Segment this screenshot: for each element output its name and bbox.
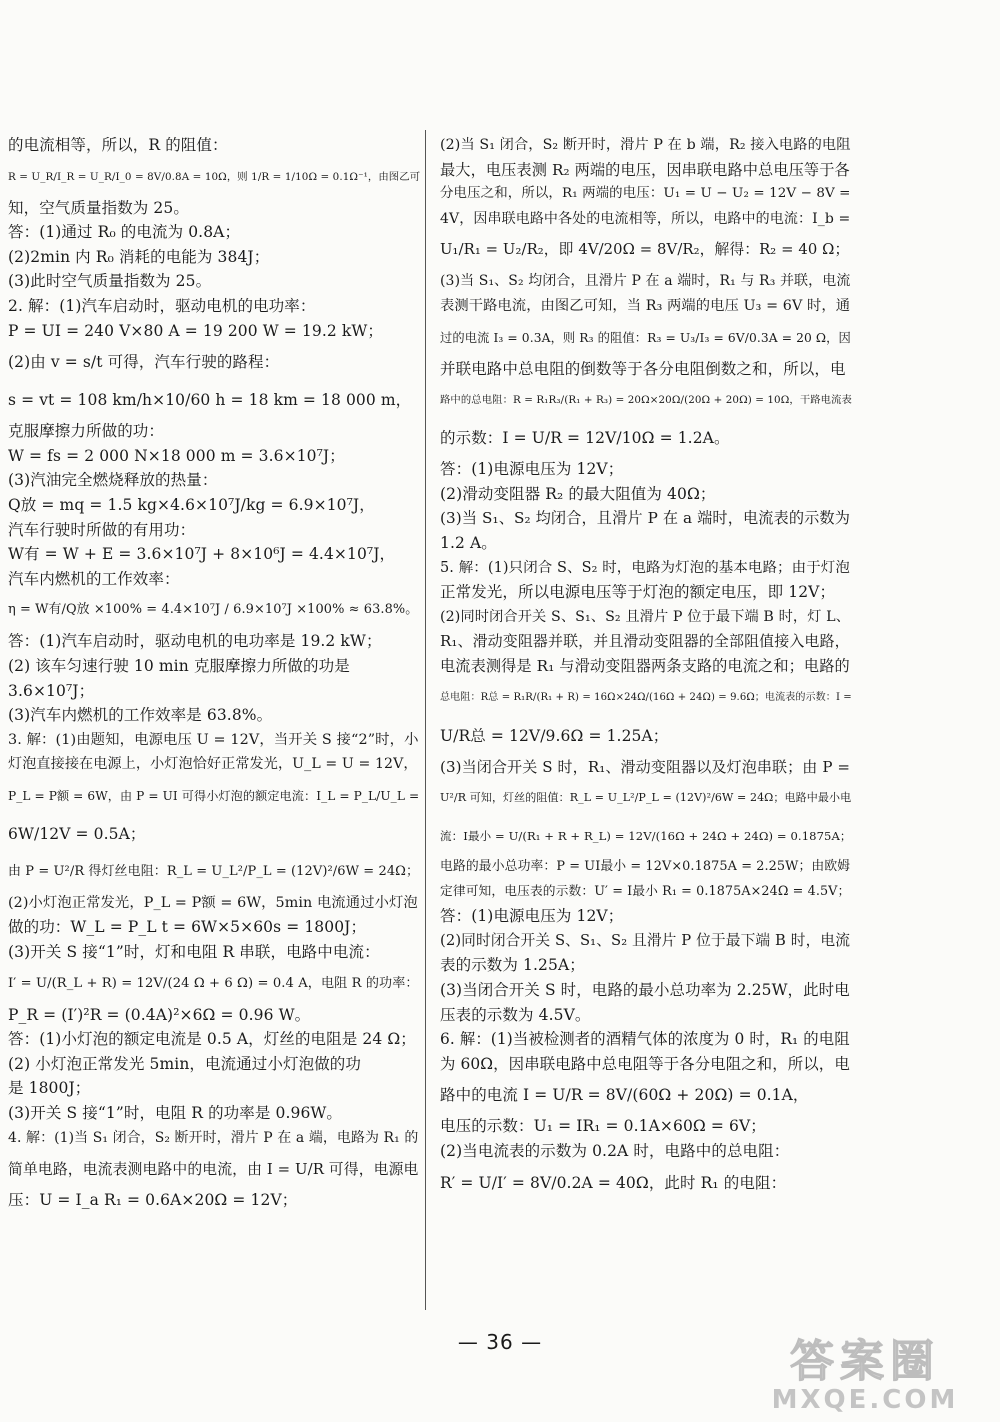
text-line: 流：I最小 = U/(R₁ + R + R_L) = 12V/(16Ω + 24Ω + 24Ω) = 0.1875A； — [440, 829, 852, 844]
text-line: U²/R 可知，灯丝的阻值：R_L = U_L²/P_L = (12V)²/6W = 24Ω；电路中最小电 — [440, 791, 852, 805]
text-line: R₁、滑动变阻器并联，并且滑动变阻器的全部阻值接入电路， — [440, 632, 850, 651]
text-line: 为 60Ω，因串联电路中总电阻等于各分电阻之和，所以，电 — [440, 1054, 850, 1073]
text-line: (2)同时闭合开关 S、S₁、S₂ 且滑片 P 位于最下端 B 时，灯 L、 — [440, 608, 851, 625]
text-line: 汽车行驶时所做的有用功： — [8, 520, 196, 539]
text-line: 电压的示数：U₁ = IR₁ = 0.1A×60Ω = 6V； — [440, 1117, 766, 1136]
text-line: 克服摩擦力所做的功： — [8, 422, 165, 441]
text-line: 分电压之和，所以，R₁ 两端的电压：U₁ = U − U₂ = 12V − 8V = — [440, 186, 851, 202]
text-line: (3)当 S₁、S₂ 均闭合，且滑片 P 在 a 端时，电流表的示数为 — [440, 509, 850, 528]
text-line: 正常发光，所以电源电压等于灯泡的额定电压，即 12V； — [440, 583, 836, 602]
page-number: — 36 — — [457, 1330, 543, 1354]
text-line: 答：(1)汽车启动时，驱动电机的电功率是 19.2 kW； — [8, 632, 382, 651]
text-line: 2. 解：(1)汽车启动时，驱动电机的电功率： — [8, 296, 316, 315]
text-line: (2) 小灯泡正常发光 5min，电流通过小灯泡做的功 — [8, 1054, 362, 1073]
text-line: (2)同时闭合开关 S、S₁、S₂ 且滑片 P 位于最下端 B 时，电流 — [440, 931, 851, 949]
text-line: (2)小灯泡正常发光，P_L = P额 = 6W，5min 电流通过小灯泡 — [8, 894, 418, 911]
column-divider — [425, 130, 426, 1310]
text-line: 4V，因串联电路中各处的电流相等，所以，电路中的电流：I_b = — [440, 210, 851, 227]
text-line: 答：(1)小灯泡的额定电流是 0.5 A，灯丝的电阻是 24 Ω； — [8, 1030, 416, 1049]
text-line: 灯泡直接接在电源上，小灯泡恰好正常发光，U_L = U = 12V， — [8, 756, 418, 773]
text-line: U/R总 = 12V/9.6Ω = 1.25A； — [440, 726, 669, 745]
text-line: U₁/R₁ = U₂/R₂，即 4V/20Ω = 8V/R₂，解得：R₂ = 40 Ω； — [440, 241, 850, 259]
text-line: 知，空气质量指数为 25。 — [8, 198, 189, 217]
watermark-url: MXQE.COM — [771, 1385, 959, 1415]
text-line: 由 P = U²/R 得灯丝电阻：R_L = U_L²/P_L = (12V)²/6W = 24Ω； — [8, 863, 420, 879]
text-line: (3)汽油完全燃烧释放的热量： — [8, 471, 218, 490]
right-column — [440, 133, 850, 1202]
text-line: 5. 解：(1)只闭合 S、S₂ 时，电路为灯泡的基本电路；由于灯泡 — [440, 559, 850, 576]
text-line: I′ = U/(R_L + R) = 12V/(24 Ω + 6 Ω) = 0.4 A，电阻 R 的功率： — [8, 975, 419, 991]
text-line: W = fs = 2 000 N×18 000 m = 3.6×10⁷J； — [8, 446, 345, 465]
text-line: 过的电流 I₃ = 0.3A，则 R₃ 的阻值：R₃ = U₃/I₃ = 6V/0.3A = 20 Ω，因 — [440, 330, 851, 345]
text-line: s = vt = 108 km/h×10/60 h = 18 km = 18 000 m， — [8, 391, 412, 410]
text-line: 答：(1)通过 R₀ 的电流为 0.8A； — [8, 223, 241, 242]
text-line: (2)滑动变阻器 R₂ 的最大阻值为 40Ω； — [440, 484, 716, 503]
watermark-logo — [750, 1338, 980, 1416]
text-line: (2)由 v = s/t 可得，汽车行驶的路程： — [8, 353, 280, 372]
text-line: 的电流相等，所以，R 的阻值： — [8, 136, 228, 154]
text-line: (3)当闭合开关 S 时，R₁、滑动变阻器以及灯泡串联；由 P = — [440, 757, 851, 776]
text-line: 总电阻：R总 = R₁R/(R₁ + R) = 16Ω×24Ω/(16Ω + 24Ω) = 9.6Ω；电流表的示数：I = — [440, 691, 852, 703]
text-line: (2) 该车匀速行驶 10 min 克服摩擦力所做的功是 — [8, 656, 350, 675]
text-line: 3.6×10⁷J； — [8, 681, 95, 700]
text-line: 定律可知，电压表的示数：U′ = I最小 R₁ = 0.1875A×24Ω = 4.5V； — [440, 883, 851, 899]
text-line: 压表的示数为 4.5V。 — [440, 1005, 591, 1024]
text-line: 电路的最小总功率：P = UI最小 = 12V×0.1875A = 2.25W；由欧姆 — [440, 859, 851, 875]
text-line: W有 = W + E = 3.6×10⁷J + 8×10⁶J = 4.4×10⁷J， — [8, 545, 396, 564]
watermark-seal: 答案圈 — [790, 1336, 940, 1387]
text-line: η = W有/Q放 ×100% = 4.4×10⁷J / 6.9×10⁷J ×100% ≈ 63.8%。 — [8, 602, 419, 618]
text-line: 路中的电流 I = U/R = 8V/(60Ω + 20Ω) = 0.1A， — [440, 1086, 809, 1105]
text-line: (3)当 S₁、S₂ 均闭合，且滑片 P 在 a 端时，R₁ 与 R₃ 并联，电流 — [440, 273, 851, 290]
text-line: 做的功：W_L = P_L t = 6W×5×60s = 1800J； — [8, 918, 367, 937]
text-line: 6. 解：(1)当被检测者的酒精气体的浓度为 0 时，R₁ 的电阻 — [440, 1030, 850, 1049]
text-line: 1.2 A。 — [440, 533, 497, 552]
text-line: 答：(1)电源电压为 12V； — [440, 460, 624, 479]
text-line: (3)开关 S 接“1”时，灯和电阻 R 串联，电路中电流： — [8, 943, 380, 962]
text-line: 表测干路电流，由图乙可知，当 R₃ 两端的电压 U₃ = 6V 时，通 — [440, 297, 851, 314]
text-line: (2)2min 内 R₀ 消耗的电能为 384J； — [8, 247, 270, 266]
text-line: 是 1800J； — [8, 1079, 91, 1098]
text-line: Q放 = mq = 1.5 kg×4.6×10⁷J/kg = 6.9×10⁷J， — [8, 495, 375, 514]
text-line: 3. 解：(1)由题知，电源电压 U = 12V，当开关 S 接“2”时，小 — [8, 731, 419, 748]
text-line: 简单电路，电流表测电路中的电流，由 I = U/R 可得，电源电 — [8, 1160, 419, 1179]
text-line: (3)此时空气质量指数为 25。 — [8, 272, 212, 291]
text-line: 4. 解：(1)当 S₁ 闭合，S₂ 断开时，滑片 P 在 a 端，电路为 R₁ 的 — [8, 1129, 419, 1146]
text-line: (3)开关 S 接“1”时，电阻 R 的功率是 0.96W。 — [8, 1104, 343, 1123]
text-line: P_L = P额 = 6W，由 P = UI 可得小灯泡的额定电流：I_L = P_L/U_L = — [8, 788, 420, 803]
left-column — [8, 133, 421, 1213]
text-line: 路中的总电阻：R = R₁R₃/(R₁ + R₃) = 20Ω×20Ω/(20Ω + 20Ω) = 10Ω，干路电流表 — [440, 394, 852, 407]
text-line: 6W/12V = 0.5A； — [8, 824, 146, 843]
text-line: 电流表测得是 R₁ 与滑动变阻器两条支路的电流之和；电路的 — [440, 656, 850, 675]
text-line: (2)当 S₁ 闭合，S₂ 断开时，滑片 P 在 b 端，R₂ 接入电路的电阻 — [440, 137, 851, 153]
text-line: 汽车内燃机的工作效率： — [8, 569, 180, 588]
text-line: (3)汽车内燃机的工作效率是 63.8%。 — [8, 706, 273, 725]
text-line: 表的示数为 1.25A； — [440, 956, 585, 975]
text-line: P_R = (I′)²R = (0.4A)²×6Ω = 0.96 W。 — [8, 1005, 311, 1024]
text-line: 最大，电压表测 R₂ 两端的电压，因串联电路中总电压等于各 — [440, 160, 850, 179]
text-line: R = U_R/I_R = U_R/I_0 = 8V/0.8A = 10Ω，则 1/R = 1/10Ω = 0.1Ω⁻¹，由图乙可 — [8, 170, 421, 183]
text-line: 的示数：I = U/R = 12V/10Ω = 1.2A。 — [440, 429, 730, 448]
text-line: 压：U = I_a R₁ = 0.6A×20Ω = 12V； — [8, 1191, 298, 1210]
text-line: 并联电路中总电阻的倒数等于各分电阻倒数之和，所以，电 — [440, 359, 846, 378]
text-line: 答：(1)电源电压为 12V； — [440, 907, 624, 926]
text-line: P = UI = 240 V×80 A = 19 200 W = 19.2 kW； — [8, 321, 383, 340]
text-line: (2)当电流表的示数为 0.2A 时，电路中的总电阻： — [440, 1142, 790, 1161]
text-line: (3)当闭合开关 S 时，电路的最小总功率为 2.25W，此时电 — [440, 981, 850, 1000]
text-line: R′ = U/I′ = 8V/0.2A = 40Ω，此时 R₁ 的电阻： — [440, 1173, 787, 1192]
